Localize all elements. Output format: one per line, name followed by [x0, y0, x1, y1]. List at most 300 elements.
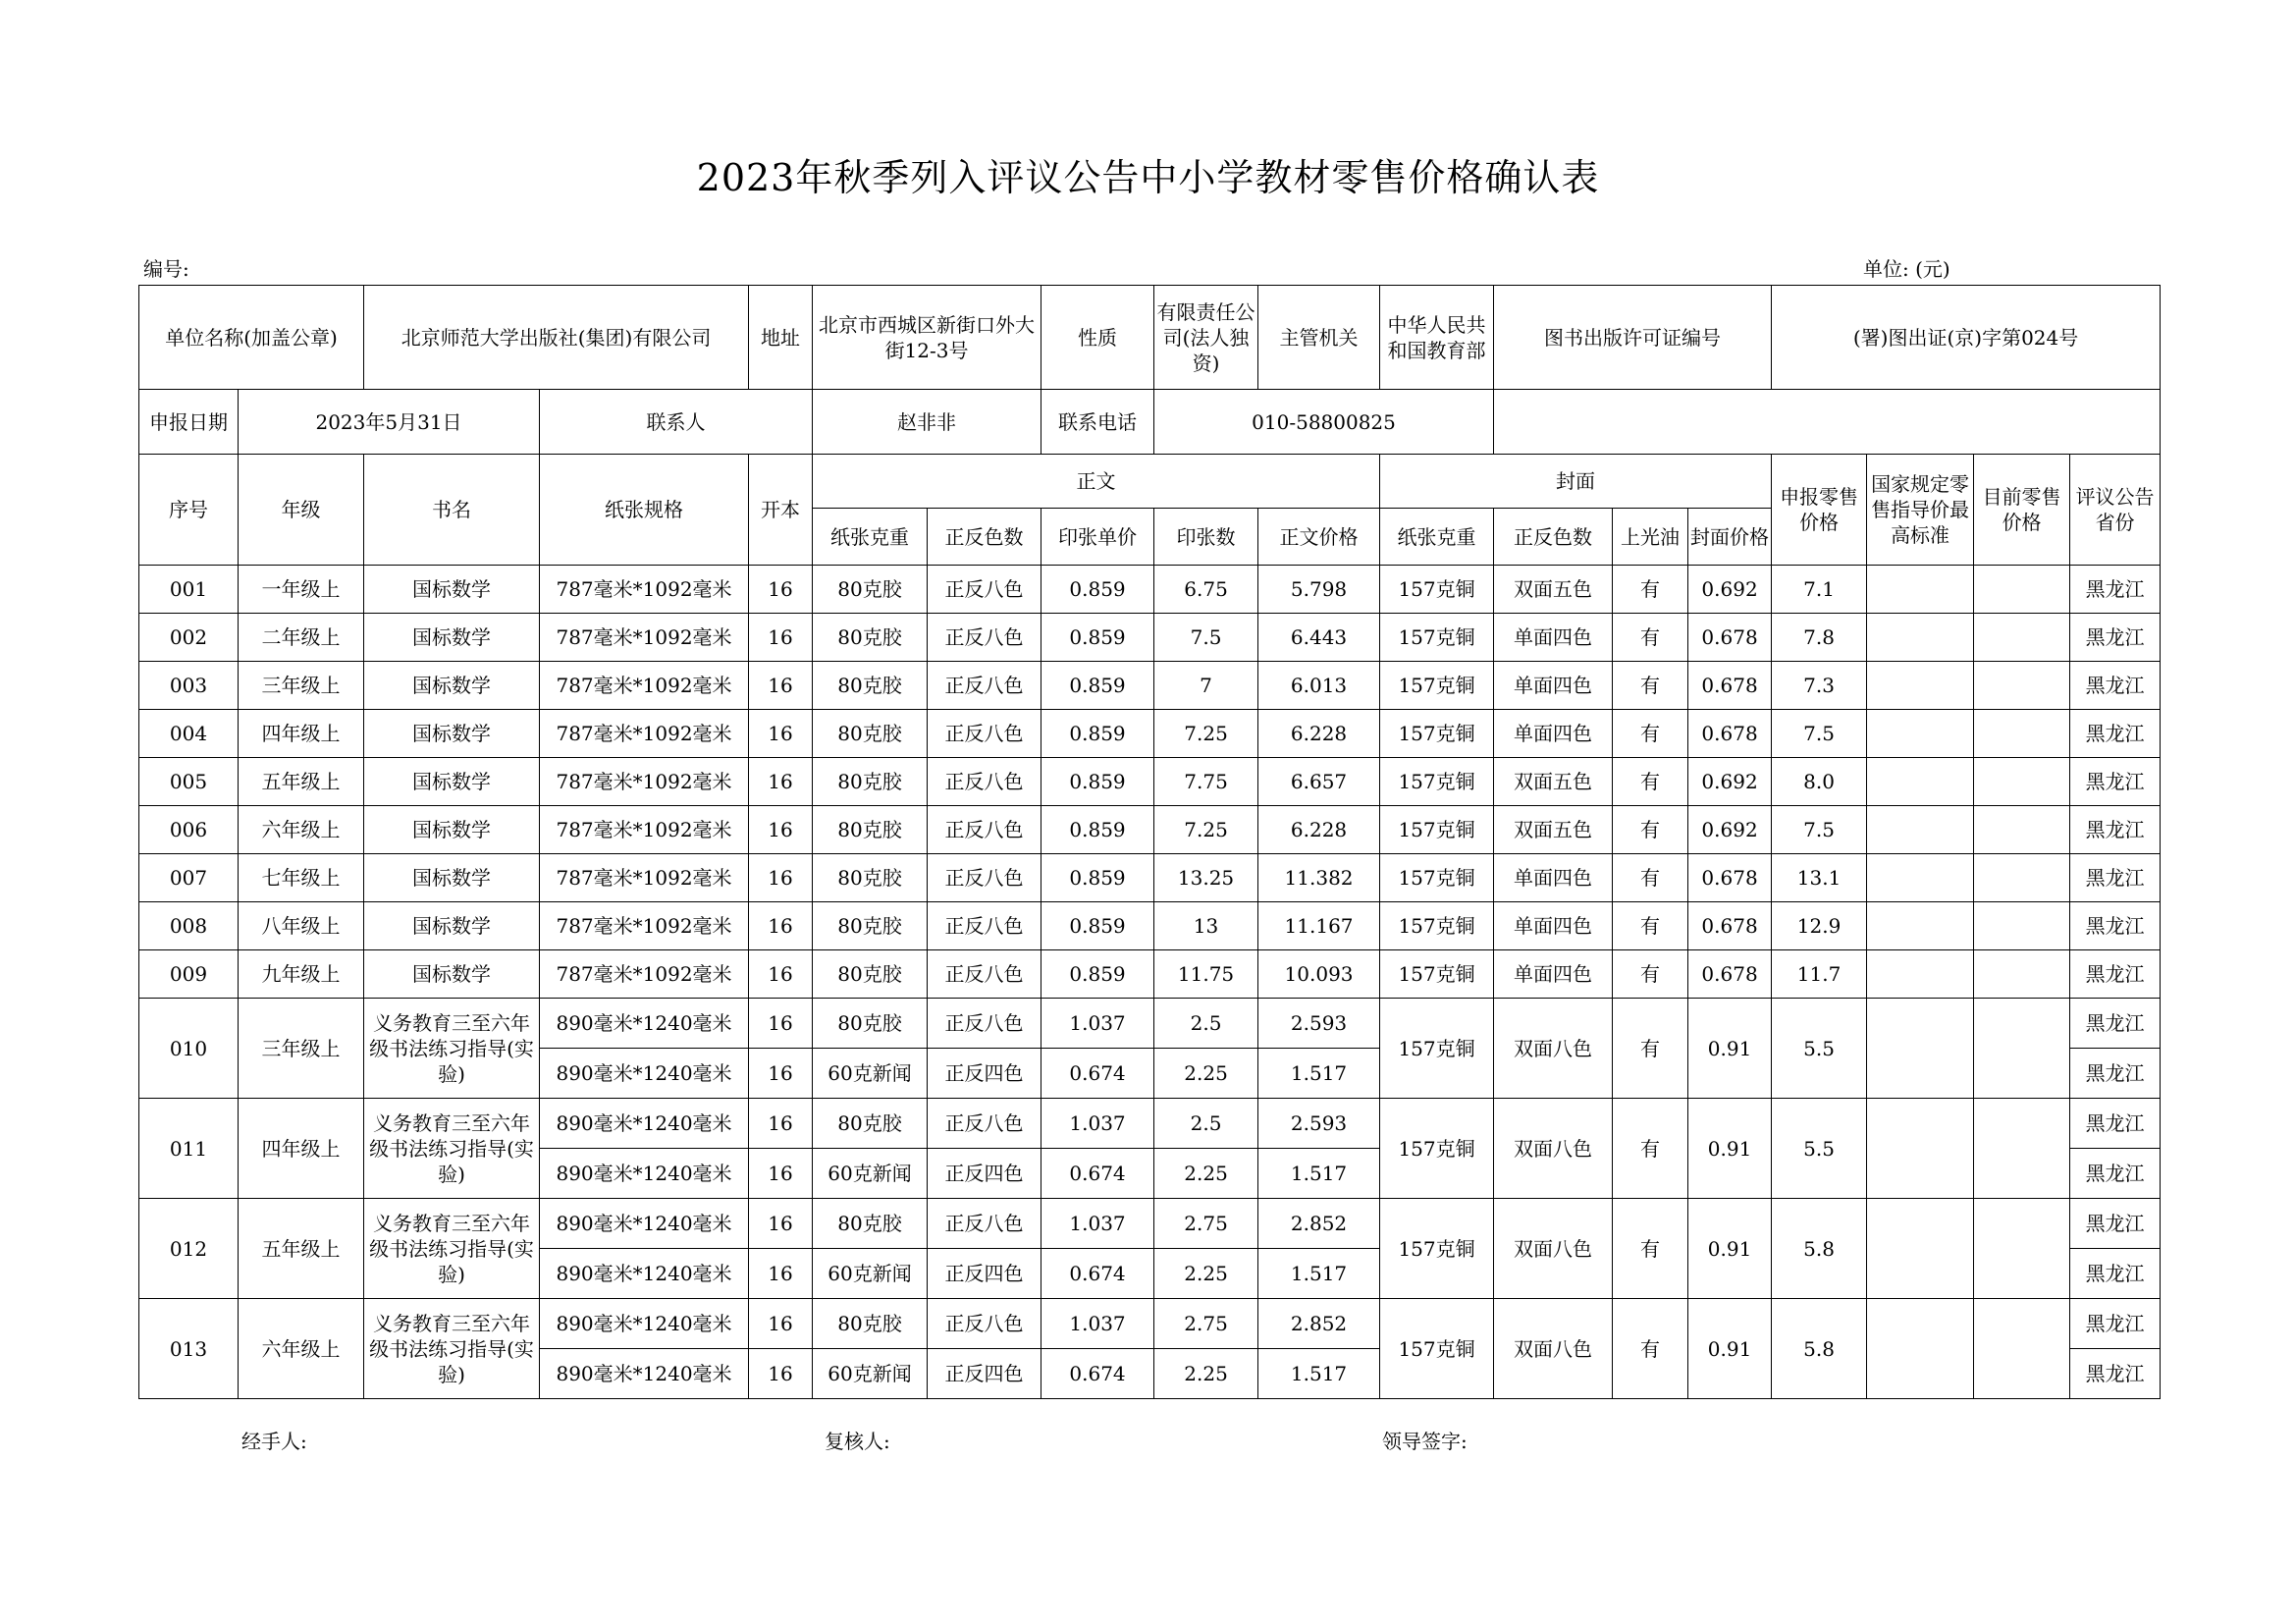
date-label: 申报日期 [139, 390, 239, 455]
format-cell: 16 [749, 902, 813, 950]
province-cell: 黑龙江 [2070, 950, 2161, 999]
header-format: 开本 [749, 455, 813, 566]
grade-cell: 五年级上 [239, 1199, 364, 1299]
contact-label: 联系人 [540, 390, 813, 455]
cover-colors-cell: 单面四色 [1494, 902, 1613, 950]
format-cell: 16 [749, 758, 813, 806]
body-unit-price-cell: 0.859 [1041, 902, 1154, 950]
cover-weight-cell: 157克铜 [1380, 566, 1494, 614]
current-price-cell [1974, 806, 2070, 854]
org-label: 单位名称(加盖公章) [139, 286, 364, 390]
national-max-cell [1867, 950, 1974, 999]
book-cell: 义务教育三至六年级书法练习指导(实验) [364, 1199, 540, 1299]
body-colors-cell: 正反八色 [928, 1199, 1041, 1249]
paper-spec-cell: 787毫米*1092毫米 [540, 902, 749, 950]
cover-varnish-cell: 有 [1613, 1299, 1688, 1399]
body-weight-cell: 60克新闻 [813, 1349, 928, 1399]
grade-cell: 四年级上 [239, 1099, 364, 1199]
table-row [139, 710, 2161, 758]
declared-price-cell: 7.5 [1772, 710, 1867, 758]
table-row [139, 566, 2161, 614]
body-price-cell: 2.593 [1258, 1099, 1380, 1149]
format-cell: 16 [749, 614, 813, 662]
cover-varnish-cell: 有 [1613, 806, 1688, 854]
body-weight-cell: 60克新闻 [813, 1249, 928, 1299]
info-row-1 [139, 286, 2161, 390]
body-weight-cell: 80克胶 [813, 566, 928, 614]
license-label: 图书出版许可证编号 [1494, 286, 1772, 390]
province-cell: 黑龙江 [2070, 999, 2161, 1049]
format-cell: 16 [749, 1049, 813, 1099]
book-cell: 国标数学 [364, 710, 540, 758]
cover-price-cell: 0.678 [1688, 854, 1772, 902]
contact-value: 赵非非 [813, 390, 1041, 455]
header-body-colors: 正反色数 [928, 509, 1041, 566]
format-cell: 16 [749, 710, 813, 758]
body-sheets-cell: 6.75 [1154, 566, 1258, 614]
book-cell: 国标数学 [364, 902, 540, 950]
current-price-cell [1974, 1099, 2070, 1199]
body-sheets-cell: 7 [1154, 662, 1258, 710]
header-current-price: 目前零售价格 [1974, 455, 2070, 566]
phone-label: 联系电话 [1041, 390, 1154, 455]
cover-weight-cell: 157克铜 [1380, 758, 1494, 806]
cover-varnish-cell: 有 [1613, 662, 1688, 710]
declared-price-cell: 8.0 [1772, 758, 1867, 806]
body-weight-cell: 80克胶 [813, 662, 928, 710]
cover-colors-cell: 双面五色 [1494, 758, 1613, 806]
grade-cell: 三年级上 [239, 999, 364, 1099]
paper-spec-cell: 890毫米*1240毫米 [540, 1199, 749, 1249]
paper-spec-cell: 787毫米*1092毫米 [540, 614, 749, 662]
body-colors-cell: 正反八色 [928, 566, 1041, 614]
national-max-cell [1867, 902, 1974, 950]
book-cell: 国标数学 [364, 614, 540, 662]
table-row [139, 902, 2161, 950]
table-row [139, 854, 2161, 902]
header-cover-group: 封面 [1380, 455, 1772, 509]
paper-spec-cell: 890毫米*1240毫米 [540, 1099, 749, 1149]
body-price-cell: 6.013 [1258, 662, 1380, 710]
body-weight-cell: 80克胶 [813, 1099, 928, 1149]
body-unit-price-cell: 1.037 [1041, 1299, 1154, 1349]
cover-varnish-cell: 有 [1613, 854, 1688, 902]
cover-weight-cell: 157克铜 [1380, 999, 1494, 1099]
body-sheets-cell: 7.25 [1154, 710, 1258, 758]
body-sheets-cell: 7.75 [1154, 758, 1258, 806]
declared-price-cell: 11.7 [1772, 950, 1867, 999]
body-price-cell: 1.517 [1258, 1049, 1380, 1099]
address-label: 地址 [749, 286, 813, 390]
body-colors-cell: 正反八色 [928, 854, 1041, 902]
body-weight-cell: 80克胶 [813, 854, 928, 902]
national-max-cell [1867, 614, 1974, 662]
body-colors-cell: 正反四色 [928, 1049, 1041, 1099]
cover-varnish-cell: 有 [1613, 710, 1688, 758]
paper-spec-cell: 787毫米*1092毫米 [540, 710, 749, 758]
cover-weight-cell: 157克铜 [1380, 902, 1494, 950]
seq-cell: 003 [139, 662, 239, 710]
nature-value: 有限责任公司(法人独资) [1154, 286, 1258, 390]
body-sheets-cell: 2.5 [1154, 999, 1258, 1049]
body-sheets-cell: 7.5 [1154, 614, 1258, 662]
province-cell: 黑龙江 [2070, 1099, 2161, 1149]
org-value: 北京师范大学出版社(集团)有限公司 [364, 286, 749, 390]
unit-label: 单位: (元) [1863, 257, 1950, 281]
body-colors-cell: 正反八色 [928, 1099, 1041, 1149]
body-unit-price-cell: 1.037 [1041, 999, 1154, 1049]
address-value: 北京市西城区新街口外大街12-3号 [813, 286, 1041, 390]
body-unit-price-cell: 1.037 [1041, 1099, 1154, 1149]
body-weight-cell: 80克胶 [813, 758, 928, 806]
format-cell: 16 [749, 950, 813, 999]
cover-weight-cell: 157克铜 [1380, 950, 1494, 999]
body-unit-price-cell: 0.674 [1041, 1149, 1154, 1199]
table-row [139, 999, 2161, 1049]
body-colors-cell: 正反八色 [928, 950, 1041, 999]
declared-price-cell: 13.1 [1772, 854, 1867, 902]
body-sheets-cell: 2.25 [1154, 1349, 1258, 1399]
body-price-cell: 6.228 [1258, 806, 1380, 854]
handler-label: 经手人: [241, 1430, 307, 1453]
declared-price-cell: 7.8 [1772, 614, 1867, 662]
declared-price-cell: 5.8 [1772, 1199, 1867, 1299]
cover-price-cell: 0.692 [1688, 806, 1772, 854]
cover-price-cell: 0.678 [1688, 950, 1772, 999]
body-price-cell: 1.517 [1258, 1349, 1380, 1399]
cover-price-cell: 0.678 [1688, 710, 1772, 758]
national-max-cell [1867, 999, 1974, 1099]
body-unit-price-cell: 1.037 [1041, 1199, 1154, 1249]
grade-cell: 七年级上 [239, 854, 364, 902]
current-price-cell [1974, 1199, 2070, 1299]
cover-colors-cell: 双面五色 [1494, 806, 1613, 854]
cover-colors-cell: 双面八色 [1494, 1199, 1613, 1299]
book-cell: 国标数学 [364, 758, 540, 806]
body-sheets-cell: 7.25 [1154, 806, 1258, 854]
format-cell: 16 [749, 1249, 813, 1299]
cover-varnish-cell: 有 [1613, 758, 1688, 806]
current-price-cell [1974, 950, 2070, 999]
book-cell: 国标数学 [364, 854, 540, 902]
table-row [139, 1199, 2161, 1249]
body-sheets-cell: 2.75 [1154, 1199, 1258, 1249]
body-price-cell: 1.517 [1258, 1149, 1380, 1199]
cover-varnish-cell: 有 [1613, 614, 1688, 662]
header-body-price: 正文价格 [1258, 509, 1380, 566]
body-weight-cell: 60克新闻 [813, 1149, 928, 1199]
header-province: 评议公告省份 [2070, 455, 2161, 566]
leader-label: 领导签字: [1382, 1430, 1468, 1453]
license-value: (署)图出证(京)字第024号 [1772, 286, 2161, 390]
cover-varnish-cell: 有 [1613, 950, 1688, 999]
body-sheets-cell: 2.25 [1154, 1249, 1258, 1299]
format-cell: 16 [749, 1199, 813, 1249]
info-blank [1494, 390, 2161, 455]
seq-cell: 012 [139, 1199, 239, 1299]
national-max-cell [1867, 758, 1974, 806]
cover-colors-cell: 单面四色 [1494, 950, 1613, 999]
body-weight-cell: 80克胶 [813, 614, 928, 662]
body-weight-cell: 80克胶 [813, 1299, 928, 1349]
cover-colors-cell: 双面五色 [1494, 566, 1613, 614]
cover-colors-cell: 双面八色 [1494, 1299, 1613, 1399]
body-weight-cell: 80克胶 [813, 710, 928, 758]
body-price-cell: 6.228 [1258, 710, 1380, 758]
body-weight-cell: 60克新闻 [813, 1049, 928, 1099]
body-weight-cell: 80克胶 [813, 1199, 928, 1249]
national-max-cell [1867, 1199, 1974, 1299]
cover-price-cell: 0.692 [1688, 758, 1772, 806]
table-row [139, 758, 2161, 806]
paper-spec-cell: 890毫米*1240毫米 [540, 1299, 749, 1349]
body-price-cell: 2.852 [1258, 1299, 1380, 1349]
body-price-cell: 11.167 [1258, 902, 1380, 950]
serial-label: 编号: [143, 257, 189, 281]
body-colors-cell: 正反八色 [928, 999, 1041, 1049]
national-max-cell [1867, 662, 1974, 710]
format-cell: 16 [749, 999, 813, 1049]
body-price-cell: 2.593 [1258, 999, 1380, 1049]
paper-spec-cell: 890毫米*1240毫米 [540, 1349, 749, 1399]
cover-weight-cell: 157克铜 [1380, 710, 1494, 758]
body-price-cell: 11.382 [1258, 854, 1380, 902]
table-row [139, 614, 2161, 662]
cover-varnish-cell: 有 [1613, 999, 1688, 1099]
seq-cell: 007 [139, 854, 239, 902]
cover-varnish-cell: 有 [1613, 1199, 1688, 1299]
cover-weight-cell: 157克铜 [1380, 806, 1494, 854]
cover-price-cell: 0.692 [1688, 566, 1772, 614]
cover-colors-cell: 双面八色 [1494, 1099, 1613, 1199]
header-body-group: 正文 [813, 455, 1380, 509]
declared-price-cell: 7.1 [1772, 566, 1867, 614]
header-seq: 序号 [139, 455, 239, 566]
book-cell: 国标数学 [364, 950, 540, 999]
header-body-weight: 纸张克重 [813, 509, 928, 566]
info-row-2 [139, 390, 2161, 455]
current-price-cell [1974, 614, 2070, 662]
seq-cell: 004 [139, 710, 239, 758]
province-cell: 黑龙江 [2070, 1199, 2161, 1249]
province-cell: 黑龙江 [2070, 1349, 2161, 1399]
body-unit-price-cell: 0.859 [1041, 710, 1154, 758]
format-cell: 16 [749, 854, 813, 902]
national-max-cell [1867, 1099, 1974, 1199]
paper-spec-cell: 890毫米*1240毫米 [540, 1149, 749, 1199]
cover-colors-cell: 单面四色 [1494, 854, 1613, 902]
declared-price-cell: 5.5 [1772, 1099, 1867, 1199]
seq-cell: 002 [139, 614, 239, 662]
seq-cell: 013 [139, 1299, 239, 1399]
body-unit-price-cell: 0.674 [1041, 1249, 1154, 1299]
national-max-cell [1867, 566, 1974, 614]
format-cell: 16 [749, 1349, 813, 1399]
province-cell: 黑龙江 [2070, 566, 2161, 614]
seq-cell: 010 [139, 999, 239, 1099]
body-unit-price-cell: 0.859 [1041, 566, 1154, 614]
body-sheets-cell: 2.25 [1154, 1149, 1258, 1199]
cover-weight-cell: 157克铜 [1380, 854, 1494, 902]
grade-cell: 三年级上 [239, 662, 364, 710]
header-cover-price: 封面价格 [1688, 509, 1772, 566]
header-row-1 [139, 455, 2161, 509]
province-cell: 黑龙江 [2070, 662, 2161, 710]
format-cell: 16 [749, 662, 813, 710]
current-price-cell [1974, 902, 2070, 950]
table-row [139, 806, 2161, 854]
header-body-unit-price: 印张单价 [1041, 509, 1154, 566]
body-unit-price-cell: 0.859 [1041, 758, 1154, 806]
phone-value: 010-58800825 [1154, 390, 1494, 455]
seq-cell: 011 [139, 1099, 239, 1199]
cover-price-cell: 0.678 [1688, 614, 1772, 662]
format-cell: 16 [749, 1149, 813, 1199]
seq-cell: 009 [139, 950, 239, 999]
table-row [139, 1299, 2161, 1349]
header-national-max: 国家规定零售指导价最高标准 [1867, 455, 1974, 566]
body-weight-cell: 80克胶 [813, 999, 928, 1049]
national-max-cell [1867, 1299, 1974, 1399]
paper-spec-cell: 787毫米*1092毫米 [540, 566, 749, 614]
body-unit-price-cell: 0.859 [1041, 854, 1154, 902]
body-price-cell: 2.852 [1258, 1199, 1380, 1249]
grade-cell: 四年级上 [239, 710, 364, 758]
header-cover-colors: 正反色数 [1494, 509, 1613, 566]
body-colors-cell: 正反八色 [928, 902, 1041, 950]
current-price-cell [1974, 758, 2070, 806]
province-cell: 黑龙江 [2070, 758, 2161, 806]
seq-cell: 008 [139, 902, 239, 950]
body-unit-price-cell: 0.859 [1041, 950, 1154, 999]
province-cell: 黑龙江 [2070, 710, 2161, 758]
cover-price-cell: 0.678 [1688, 902, 1772, 950]
book-cell: 义务教育三至六年级书法练习指导(实验) [364, 1299, 540, 1399]
body-price-cell: 6.657 [1258, 758, 1380, 806]
paper-spec-cell: 890毫米*1240毫米 [540, 1249, 749, 1299]
paper-spec-cell: 890毫米*1240毫米 [540, 999, 749, 1049]
current-price-cell [1974, 566, 2070, 614]
body-price-cell: 1.517 [1258, 1249, 1380, 1299]
format-cell: 16 [749, 1299, 813, 1349]
current-price-cell [1974, 999, 2070, 1099]
header-book: 书名 [364, 455, 540, 566]
paper-spec-cell: 890毫米*1240毫米 [540, 1049, 749, 1099]
body-price-cell: 5.798 [1258, 566, 1380, 614]
current-price-cell [1974, 1299, 2070, 1399]
cover-colors-cell: 单面四色 [1494, 614, 1613, 662]
cover-varnish-cell: 有 [1613, 566, 1688, 614]
province-cell: 黑龙江 [2070, 614, 2161, 662]
national-max-cell [1867, 806, 1974, 854]
cover-price-cell: 0.91 [1688, 999, 1772, 1099]
paper-spec-cell: 787毫米*1092毫米 [540, 950, 749, 999]
body-price-cell: 10.093 [1258, 950, 1380, 999]
seq-cell: 006 [139, 806, 239, 854]
body-sheets-cell: 13 [1154, 902, 1258, 950]
province-cell: 黑龙江 [2070, 1299, 2161, 1349]
grade-cell: 九年级上 [239, 950, 364, 999]
cover-colors-cell: 单面四色 [1494, 710, 1613, 758]
declared-price-cell: 5.8 [1772, 1299, 1867, 1399]
header-body-sheets: 印张数 [1154, 509, 1258, 566]
header-cover-varnish: 上光油 [1613, 509, 1688, 566]
cover-weight-cell: 157克铜 [1380, 662, 1494, 710]
cover-varnish-cell: 有 [1613, 902, 1688, 950]
body-sheets-cell: 2.75 [1154, 1299, 1258, 1349]
national-max-cell [1867, 710, 1974, 758]
body-colors-cell: 正反八色 [928, 1299, 1041, 1349]
province-cell: 黑龙江 [2070, 1149, 2161, 1199]
authority-label: 主管机关 [1258, 286, 1380, 390]
seq-cell: 005 [139, 758, 239, 806]
seq-cell: 001 [139, 566, 239, 614]
grade-cell: 六年级上 [239, 806, 364, 854]
body-price-cell: 6.443 [1258, 614, 1380, 662]
header-declared-price: 申报零售价格 [1772, 455, 1867, 566]
body-sheets-cell: 11.75 [1154, 950, 1258, 999]
grade-cell: 一年级上 [239, 566, 364, 614]
book-cell: 义务教育三至六年级书法练习指导(实验) [364, 1099, 540, 1199]
body-colors-cell: 正反八色 [928, 710, 1041, 758]
grade-cell: 六年级上 [239, 1299, 364, 1399]
national-max-cell [1867, 854, 1974, 902]
province-cell: 黑龙江 [2070, 1249, 2161, 1299]
header-cover-weight: 纸张克重 [1380, 509, 1494, 566]
body-unit-price-cell: 0.859 [1041, 806, 1154, 854]
cover-colors-cell: 单面四色 [1494, 662, 1613, 710]
cover-weight-cell: 157克铜 [1380, 1099, 1494, 1199]
body-colors-cell: 正反八色 [928, 614, 1041, 662]
paper-spec-cell: 787毫米*1092毫米 [540, 854, 749, 902]
province-cell: 黑龙江 [2070, 806, 2161, 854]
format-cell: 16 [749, 806, 813, 854]
cover-colors-cell: 双面八色 [1494, 999, 1613, 1099]
province-cell: 黑龙江 [2070, 1049, 2161, 1099]
grade-cell: 八年级上 [239, 902, 364, 950]
table-row [139, 662, 2161, 710]
current-price-cell [1974, 854, 2070, 902]
cover-weight-cell: 157克铜 [1380, 1299, 1494, 1399]
body-unit-price-cell: 0.674 [1041, 1049, 1154, 1099]
date-value: 2023年5月31日 [239, 390, 540, 455]
paper-spec-cell: 787毫米*1092毫米 [540, 806, 749, 854]
grade-cell: 二年级上 [239, 614, 364, 662]
body-sheets-cell: 2.5 [1154, 1099, 1258, 1149]
body-weight-cell: 80克胶 [813, 902, 928, 950]
price-table [138, 285, 2161, 1399]
declared-price-cell: 5.5 [1772, 999, 1867, 1099]
body-sheets-cell: 13.25 [1154, 854, 1258, 902]
book-cell: 义务教育三至六年级书法练习指导(实验) [364, 999, 540, 1099]
cover-price-cell: 0.678 [1688, 662, 1772, 710]
header-paper-spec: 纸张规格 [540, 455, 749, 566]
body-colors-cell: 正反四色 [928, 1149, 1041, 1199]
body-colors-cell: 正反八色 [928, 662, 1041, 710]
body-colors-cell: 正反八色 [928, 806, 1041, 854]
body-sheets-cell: 2.25 [1154, 1049, 1258, 1099]
declared-price-cell: 7.5 [1772, 806, 1867, 854]
table-row [139, 1099, 2161, 1149]
reviewer-label: 复核人: [825, 1430, 890, 1453]
paper-spec-cell: 787毫米*1092毫米 [540, 662, 749, 710]
page-title: 2023年秋季列入评议公告中小学教材零售价格确认表 [696, 156, 1600, 199]
declared-price-cell: 7.3 [1772, 662, 1867, 710]
book-cell: 国标数学 [364, 566, 540, 614]
authority-value: 中华人民共和国教育部 [1380, 286, 1494, 390]
body-colors-cell: 正反四色 [928, 1349, 1041, 1399]
body-unit-price-cell: 0.674 [1041, 1349, 1154, 1399]
